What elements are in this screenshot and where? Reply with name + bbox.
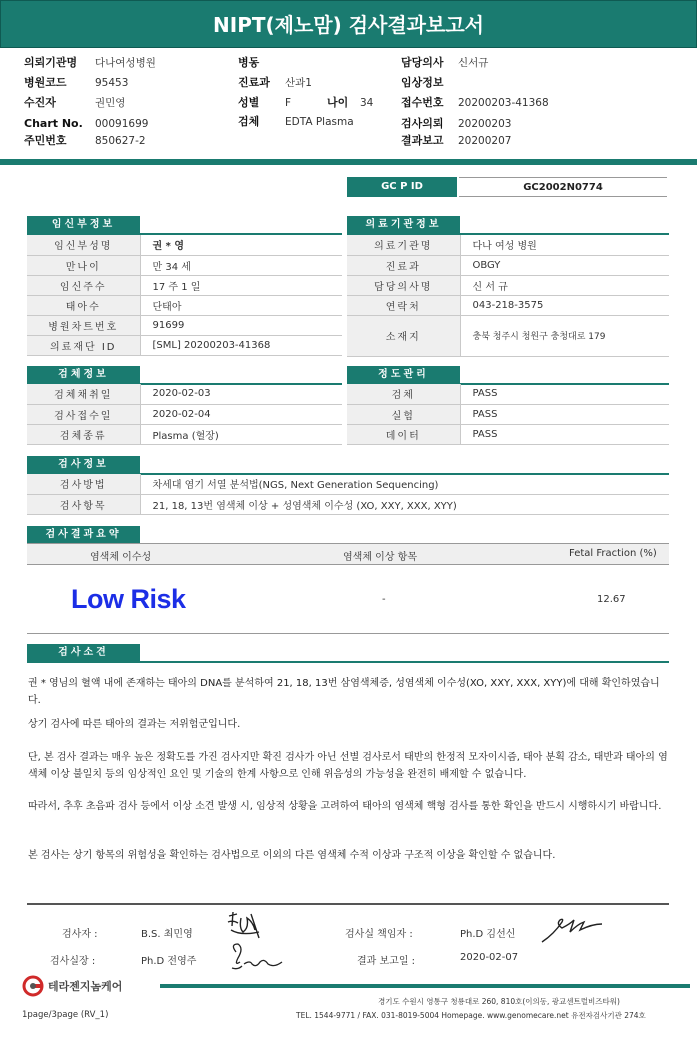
table-row	[27, 235, 342, 255]
field-value: 다나 여성 병원	[460, 235, 669, 255]
table-row	[347, 275, 669, 295]
field-label: 태아수	[27, 295, 140, 315]
header-label: 의뢰기관명	[24, 56, 78, 69]
table-row	[27, 474, 669, 494]
field-label: 의료재단 ID	[27, 335, 140, 355]
header-divider	[0, 159, 697, 165]
header-value: F	[285, 97, 292, 109]
company-logo-icon	[22, 975, 46, 997]
header-label: 검사의뢰	[401, 117, 444, 130]
section-result-title: 검사결과요약	[27, 526, 140, 543]
header-label: 주민번호	[24, 134, 67, 147]
field-label: 진료과	[347, 255, 460, 275]
field-value: 2020-02-04	[140, 404, 342, 424]
header-value: 산과1	[285, 77, 312, 89]
signature-lab-head-icon	[228, 940, 286, 974]
header-value: 00091699	[95, 118, 149, 130]
abnormal-value: -	[382, 594, 386, 605]
examiner-name: B.S. 최민영	[141, 929, 193, 940]
field-label: 만나이	[27, 255, 140, 275]
field-label: 검사접수일	[27, 404, 140, 424]
field-label: 담당의사명	[347, 275, 460, 295]
table-row	[27, 424, 342, 444]
gcpid-box	[347, 177, 667, 197]
field-label: 소재지	[347, 315, 460, 356]
report-date-label: 결과 보고일 :	[357, 956, 416, 967]
lab-director-label: 검사실 책임자 :	[345, 929, 413, 940]
field-value: 21, 18, 13번 염색체 이상 + 성염색체 이수성 (XO, XXY, XXX, XYY)	[140, 494, 669, 514]
specimen-table	[27, 384, 342, 445]
signature-examiner-icon	[225, 908, 265, 944]
section-rule	[27, 661, 669, 663]
table-row	[27, 494, 669, 514]
table-row	[27, 404, 342, 424]
gcpid-value: GC2002N0774	[459, 177, 667, 197]
field-label: 임신부성명	[27, 235, 140, 255]
section-qc-title: 정도관리	[347, 366, 460, 383]
header-label: Chart No.	[24, 117, 83, 130]
finding-paragraph: 단, 본 검사 결과는 매우 높은 정확도를 가진 검사지만 확진 검사가 아닌 선별 검사로서 태반의 한정적 모자이시즘, 태아 분획 감소, 태반과 태아의 염색체 이상 불일치 등의 임상적인 요인 및 기술의 한계 사항으로 인해 위음성의 가능성을 완전히 배제할 수 없습니다.	[28, 752, 668, 780]
field-value: 권 * 영	[140, 235, 342, 255]
section-specimen-title: 검체정보	[27, 366, 140, 383]
signature-director-icon	[540, 912, 606, 946]
signature-divider	[27, 903, 669, 905]
company-contact: TEL. 1544-9771 / FAX. 031-8019-5004 Homepage. www.genomecare.net 유전자검사기관 274호	[296, 1011, 646, 1020]
lab-head-name: Ph.D 전영주	[141, 956, 197, 967]
field-label: 검사항목	[27, 494, 140, 514]
company-name: 테라젠지놈케어	[48, 980, 123, 993]
header-label: 나이	[327, 96, 349, 109]
result-col-fetal-fraction: Fetal Fraction (%)	[569, 548, 657, 559]
field-label: 데이터	[347, 424, 460, 444]
field-label: 연락처	[347, 295, 460, 315]
header-value: 권민영	[95, 97, 126, 109]
table-row	[347, 404, 669, 424]
header-label: 검체	[238, 115, 260, 128]
field-value: 충북 청주시 청원구 충청대로 179	[460, 315, 669, 356]
institution-table	[347, 235, 669, 357]
result-col-abnormal: 염색체 이상 항목	[343, 552, 417, 563]
table-row	[27, 255, 342, 275]
table-row	[27, 275, 342, 295]
report-header-info	[0, 54, 697, 154]
finding-paragraph: 상기 검사에 따른 태아의 결과는 저위험군입니다.	[28, 719, 241, 730]
section-test-title: 검사정보	[27, 456, 140, 473]
report-date-value: 2020-02-07	[460, 952, 519, 963]
pregnancy-table	[27, 235, 342, 356]
header-label: 수진자	[24, 96, 56, 109]
table-row	[347, 315, 669, 356]
field-label: 의료기관명	[347, 235, 460, 255]
header-label: 병동	[238, 56, 260, 69]
header-value: 20200203-41368	[458, 97, 549, 109]
table-row	[27, 315, 342, 335]
finding-paragraph: 따라서, 추후 초음파 검사 등에서 이상 소견 발생 시, 임상적 상황을 고려하여 태아의 염색체 핵형 검사를 통한 확인을 반드시 시행하시기 바랍니다.	[28, 801, 662, 812]
header-label: 결과보고	[401, 134, 444, 147]
field-value: 만 34 세	[140, 255, 342, 275]
header-label: 진료과	[238, 76, 270, 89]
field-value: 2020-02-03	[140, 384, 342, 404]
field-value: 17 주 1 일	[140, 275, 342, 295]
header-value: 95453	[95, 77, 129, 89]
footer-bar	[160, 984, 690, 988]
field-label: 검사방법	[27, 474, 140, 494]
field-label: 실험	[347, 404, 460, 424]
section-institution-title: 의료기관정보	[347, 216, 460, 233]
result-col-aneuploidy: 염색체 이수성	[90, 552, 152, 563]
table-row	[347, 384, 669, 404]
field-label: 검체	[347, 384, 460, 404]
result-divider	[27, 633, 669, 634]
table-row	[27, 295, 342, 315]
finding-paragraph: 권 * 영님의 혈액 내에 존재하는 태아의 DNA를 분석하여 21, 18, 13번 삼염색체증, 성염색체 이수성(XO, XXY, XXX, XYY)에 대해 확인하였습니다.	[28, 678, 660, 706]
field-label: 검체채취일	[27, 384, 140, 404]
header-label: 접수번호	[401, 96, 444, 109]
field-value: PASS	[460, 404, 669, 424]
header-value: 20200203	[458, 118, 512, 130]
field-label: 병원차트번호	[27, 315, 140, 335]
finding-paragraph: 본 검사는 상기 항목의 위험성을 확인하는 검사법으로 이외의 다른 염색체 수적 이상과 구조적 이상을 확인할 수 없습니다.	[28, 850, 556, 861]
field-label: 검체종류	[27, 424, 140, 444]
field-value: 차세대 염기 서열 분석법(NGS, Next Generation Sequencing)	[140, 474, 669, 494]
lab-head-label: 검사실장 :	[50, 956, 96, 967]
section-findings-title: 검사소견	[27, 644, 140, 661]
field-value: 91699	[140, 315, 342, 335]
test-table	[27, 474, 669, 515]
header-value: 신서규	[458, 57, 489, 69]
header-label: 성별	[238, 96, 260, 109]
result-table-header	[27, 543, 669, 565]
header-label: 임상정보	[401, 76, 444, 89]
table-row	[27, 335, 342, 355]
section-pregnancy-title: 임신부정보	[27, 216, 140, 233]
table-row	[347, 235, 669, 255]
risk-result: Low Risk	[71, 584, 186, 614]
company-address: 경기도 수원시 영통구 청룡대로 260, 810호(이의동, 광교센트럴비즈타워)	[378, 997, 620, 1006]
header-value: 20200207	[458, 135, 512, 147]
report-title: NIPT(제노맘) 검사결과보고서	[0, 0, 697, 48]
page-indicator: 1page/3page (RV_1)	[22, 1010, 109, 1020]
field-value: 단태아	[140, 295, 342, 315]
header-label: 병원코드	[24, 76, 67, 89]
header-value: EDTA Plasma	[285, 116, 354, 128]
field-value: 043-218-3575	[460, 295, 669, 315]
fetal-fraction-value: 12.67	[597, 594, 626, 605]
table-row	[347, 255, 669, 275]
header-value: 34	[360, 97, 374, 109]
field-value: PASS	[460, 384, 669, 404]
field-label: 임신주수	[27, 275, 140, 295]
gcpid-label: GC P ID	[347, 177, 457, 197]
table-row	[347, 295, 669, 315]
header-value: 850627-2	[95, 135, 146, 147]
qc-table	[347, 384, 669, 445]
field-value: Plasma (혈장)	[140, 424, 342, 444]
field-value: OBGY	[460, 255, 669, 275]
field-value: [SML] 20200203-41368	[140, 335, 342, 355]
header-label: 담당의사	[401, 56, 444, 69]
field-value: PASS	[460, 424, 669, 444]
table-row	[27, 384, 342, 404]
header-value: 다나여성병원	[95, 57, 156, 69]
field-value: 신 서 규	[460, 275, 669, 295]
examiner-label: 검사자 :	[62, 929, 98, 940]
table-row	[347, 424, 669, 444]
lab-director-name: Ph.D 김선신	[460, 929, 516, 940]
